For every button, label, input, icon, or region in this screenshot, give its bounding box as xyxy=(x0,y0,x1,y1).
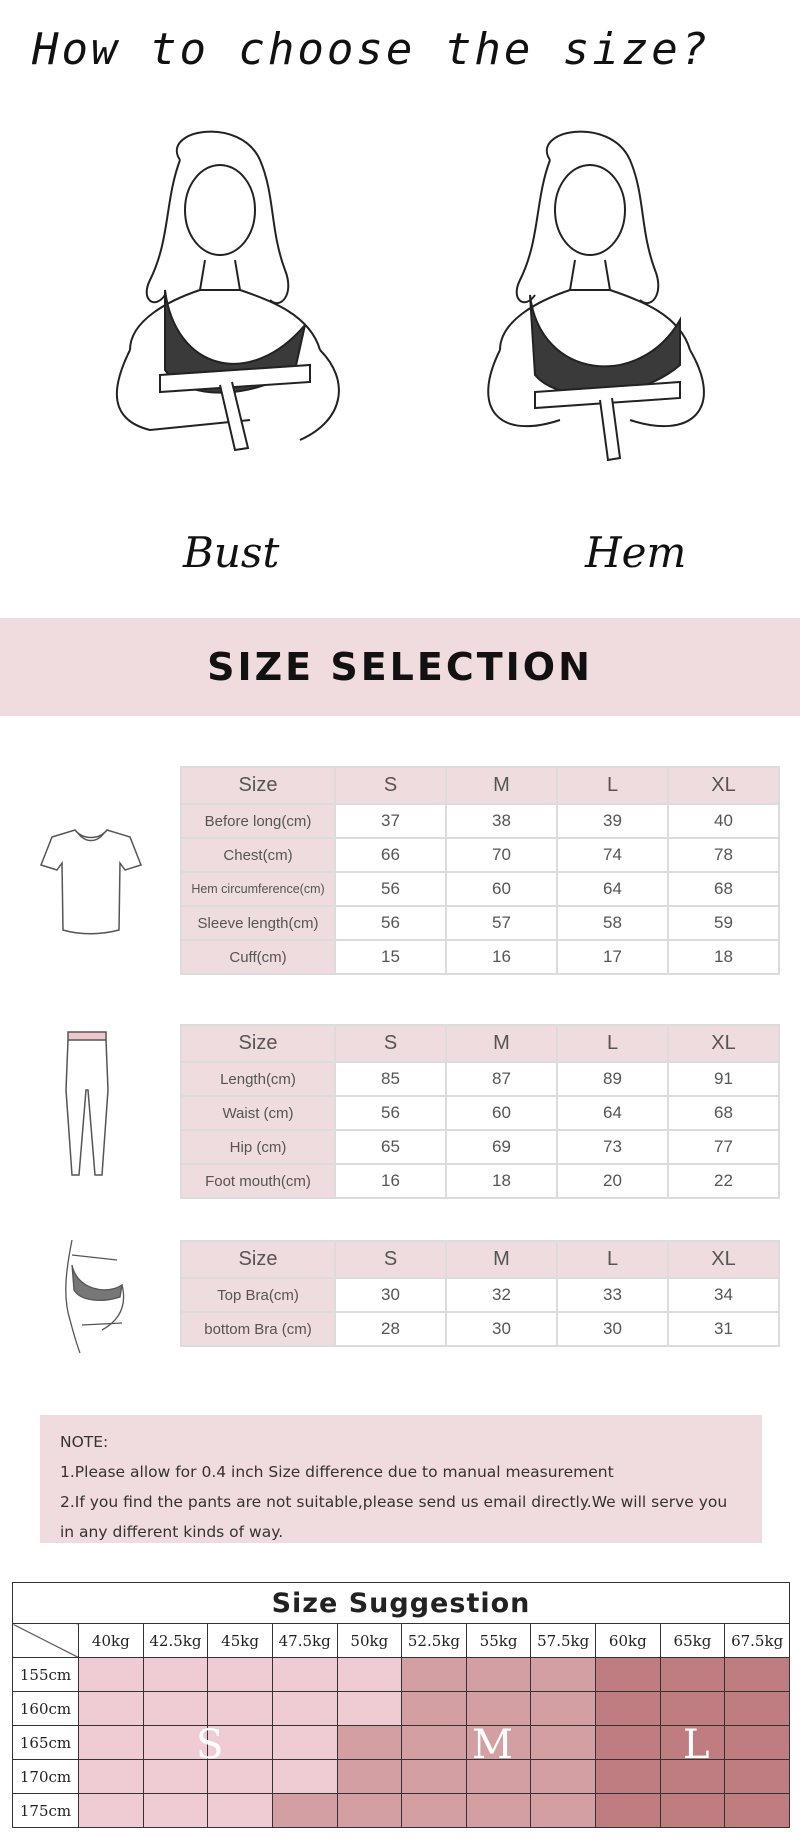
cell: 16 xyxy=(446,940,557,974)
size-cell-s xyxy=(272,1726,337,1760)
cell: 40 xyxy=(668,804,779,838)
size-cell-m xyxy=(466,1794,531,1828)
weight-header: 57.5kg xyxy=(531,1624,596,1658)
size-cell-l xyxy=(725,1658,790,1692)
size-cell-l xyxy=(596,1794,661,1828)
header-cell: M xyxy=(446,1025,557,1062)
size-cell-l xyxy=(596,1726,661,1760)
row-label: Foot mouth(cm) xyxy=(181,1164,335,1198)
row-label: Hip (cm) xyxy=(181,1130,335,1164)
size-cell-s xyxy=(272,1658,337,1692)
table-header-row xyxy=(181,1025,779,1062)
table-row xyxy=(181,1062,779,1096)
height-row xyxy=(13,1794,790,1828)
row-label: Hem circumference(cm) xyxy=(181,872,335,906)
size-cell-s xyxy=(79,1726,144,1760)
bust-measure-illustration xyxy=(70,120,370,520)
leggings-icon xyxy=(62,1030,112,1180)
size-cell-s xyxy=(272,1692,337,1726)
weight-header: 52.5kg xyxy=(402,1624,467,1658)
size-cell-m xyxy=(531,1726,596,1760)
section-heading: SIZE SELECTION xyxy=(207,645,593,689)
size-cell-s xyxy=(79,1760,144,1794)
cell: 30 xyxy=(557,1312,668,1346)
cell: 69 xyxy=(446,1130,557,1164)
size-selection-banner xyxy=(0,618,800,716)
row-label: Chest(cm) xyxy=(181,838,335,872)
header-cell: L xyxy=(557,1241,668,1278)
size-cell-m xyxy=(466,1658,531,1692)
weight-header: 47.5kg xyxy=(272,1624,337,1658)
size-cell-m xyxy=(402,1760,467,1794)
size-cell-m xyxy=(272,1794,337,1828)
bust-label: Bust xyxy=(183,528,280,577)
size-cell-m xyxy=(337,1760,402,1794)
height-row xyxy=(13,1692,790,1726)
header-cell: L xyxy=(557,1025,668,1062)
cell: 33 xyxy=(557,1278,668,1312)
header-cell: L xyxy=(557,767,668,804)
tshirt-icon xyxy=(35,825,147,940)
size-cell-l xyxy=(596,1760,661,1794)
cell: 56 xyxy=(335,872,446,906)
size-cell-m xyxy=(531,1760,596,1794)
height-label: 155cm xyxy=(13,1658,79,1692)
cell: 15 xyxy=(335,940,446,974)
header-cell: S xyxy=(335,1025,446,1062)
size-cell-m xyxy=(402,1726,467,1760)
cell: 34 xyxy=(668,1278,779,1312)
size-cell-s xyxy=(79,1794,144,1828)
size-cell-l xyxy=(725,1760,790,1794)
header-cell: Size xyxy=(181,1025,335,1062)
cell: 22 xyxy=(668,1164,779,1198)
size-cell-s xyxy=(79,1692,144,1726)
row-label: Cuff(cm) xyxy=(181,940,335,974)
cell: 91 xyxy=(668,1062,779,1096)
corner-cell xyxy=(13,1624,79,1658)
page-title: How to choose the size? xyxy=(32,24,711,75)
cell: 78 xyxy=(668,838,779,872)
cell: 68 xyxy=(668,1096,779,1130)
size-s-label: S xyxy=(196,1722,224,1768)
size-cell-l xyxy=(660,1794,725,1828)
header-cell: XL xyxy=(668,1241,779,1278)
weight-header: 50kg xyxy=(337,1624,402,1658)
size-cell-s xyxy=(337,1692,402,1726)
cell: 64 xyxy=(557,1096,668,1130)
pants-size-table xyxy=(180,1024,780,1199)
cell: 77 xyxy=(668,1130,779,1164)
table-header-row xyxy=(181,1241,779,1278)
cell: 38 xyxy=(446,804,557,838)
size-cell-s xyxy=(272,1760,337,1794)
table-row xyxy=(181,1312,779,1346)
row-label: Top Bra(cm) xyxy=(181,1278,335,1312)
height-row xyxy=(13,1760,790,1794)
size-cell-s xyxy=(79,1658,144,1692)
cell: 85 xyxy=(335,1062,446,1096)
size-cell-s xyxy=(208,1658,273,1692)
header-cell: Size xyxy=(181,767,335,804)
suggestion-title: Size Suggestion xyxy=(13,1583,790,1624)
table-row xyxy=(181,1278,779,1312)
header-cell: S xyxy=(335,767,446,804)
size-cell-s xyxy=(208,1794,273,1828)
table-row xyxy=(181,838,779,872)
cell: 56 xyxy=(335,1096,446,1130)
cell: 60 xyxy=(446,872,557,906)
size-cell-l xyxy=(725,1692,790,1726)
weight-header: 60kg xyxy=(596,1624,661,1658)
cell: 39 xyxy=(557,804,668,838)
size-cell-m xyxy=(402,1658,467,1692)
cell: 66 xyxy=(335,838,446,872)
cell: 60 xyxy=(446,1096,557,1130)
cell: 32 xyxy=(446,1278,557,1312)
header-cell: XL xyxy=(668,767,779,804)
size-cell-m xyxy=(402,1794,467,1828)
cell: 59 xyxy=(668,906,779,940)
cell: 74 xyxy=(557,838,668,872)
size-suggestion-table xyxy=(12,1582,790,1828)
cell: 37 xyxy=(335,804,446,838)
cell: 58 xyxy=(557,906,668,940)
table-row xyxy=(181,1096,779,1130)
size-cell-m xyxy=(402,1692,467,1726)
cell: 64 xyxy=(557,872,668,906)
size-cell-l xyxy=(596,1658,661,1692)
table-row xyxy=(181,940,779,974)
header-cell: Size xyxy=(181,1241,335,1278)
height-label: 160cm xyxy=(13,1692,79,1726)
header-cell: M xyxy=(446,767,557,804)
size-cell-m xyxy=(531,1692,596,1726)
height-label: 175cm xyxy=(13,1794,79,1828)
size-cell-s xyxy=(143,1658,208,1692)
size-cell-l xyxy=(660,1692,725,1726)
table-row xyxy=(181,1164,779,1198)
row-label: Before long(cm) xyxy=(181,804,335,838)
cell: 57 xyxy=(446,906,557,940)
cell: 87 xyxy=(446,1062,557,1096)
hem-measure-illustration xyxy=(440,120,740,520)
size-l-label: L xyxy=(683,1722,710,1768)
cell: 18 xyxy=(668,940,779,974)
table-row xyxy=(181,1130,779,1164)
row-label: Length(cm) xyxy=(181,1062,335,1096)
size-cell-l xyxy=(660,1658,725,1692)
size-cell-m xyxy=(337,1726,402,1760)
weight-header: 67.5kg xyxy=(725,1624,790,1658)
table-row xyxy=(181,872,779,906)
cell: 18 xyxy=(446,1164,557,1198)
cell: 89 xyxy=(557,1062,668,1096)
size-m-label: M xyxy=(472,1722,513,1768)
size-cell-s xyxy=(143,1692,208,1726)
header-cell: M xyxy=(446,1241,557,1278)
size-cell-s xyxy=(208,1692,273,1726)
cell: 65 xyxy=(335,1130,446,1164)
height-row xyxy=(13,1658,790,1692)
table-row xyxy=(181,906,779,940)
hem-label: Hem xyxy=(585,528,687,577)
cell: 20 xyxy=(557,1164,668,1198)
height-label: 170cm xyxy=(13,1760,79,1794)
size-cell-l xyxy=(725,1794,790,1828)
height-label: 165cm xyxy=(13,1726,79,1760)
weight-header: 65kg xyxy=(660,1624,725,1658)
weight-header: 42.5kg xyxy=(143,1624,208,1658)
row-label: bottom Bra (cm) xyxy=(181,1312,335,1346)
size-cell-m xyxy=(466,1692,531,1726)
size-cell-m xyxy=(337,1794,402,1828)
cell: 30 xyxy=(446,1312,557,1346)
header-cell: XL xyxy=(668,1025,779,1062)
cell: 56 xyxy=(335,906,446,940)
cell: 16 xyxy=(335,1164,446,1198)
size-cell-m xyxy=(531,1794,596,1828)
table-header-row xyxy=(181,767,779,804)
cell: 68 xyxy=(668,872,779,906)
weight-header: 40kg xyxy=(79,1624,144,1658)
height-row xyxy=(13,1726,790,1760)
weight-header: 45kg xyxy=(208,1624,273,1658)
size-cell-s xyxy=(143,1794,208,1828)
header-cell: S xyxy=(335,1241,446,1278)
cell: 17 xyxy=(557,940,668,974)
top-size-table xyxy=(180,766,780,975)
cell: 31 xyxy=(668,1312,779,1346)
weight-header-row xyxy=(13,1624,790,1658)
size-cell-s xyxy=(337,1658,402,1692)
row-label: Sleeve length(cm) xyxy=(181,906,335,940)
note-heading: NOTE: xyxy=(60,1433,109,1451)
title-row xyxy=(13,1583,790,1624)
note-box xyxy=(40,1415,762,1543)
table-row xyxy=(181,804,779,838)
size-cell-l xyxy=(725,1726,790,1760)
size-cell-l xyxy=(596,1692,661,1726)
cell: 30 xyxy=(335,1278,446,1312)
row-label: Waist (cm) xyxy=(181,1096,335,1130)
size-cell-m xyxy=(531,1658,596,1692)
bra-figure-icon xyxy=(52,1235,132,1355)
cell: 70 xyxy=(446,838,557,872)
bra-size-table xyxy=(180,1240,780,1347)
cell: 28 xyxy=(335,1312,446,1346)
note-line: 1.Please allow for 0.4 inch Size difference due to manual measurement xyxy=(60,1463,614,1481)
note-line: 2.If you find the pants are not suitable,please send us email directly.We will serve you in any different kinds of way. xyxy=(60,1493,728,1541)
weight-header: 55kg xyxy=(466,1624,531,1658)
cell: 73 xyxy=(557,1130,668,1164)
